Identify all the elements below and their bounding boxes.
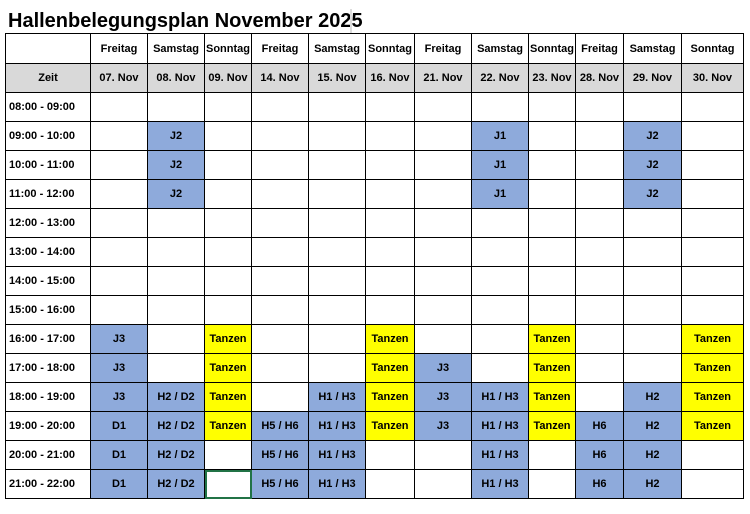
empty-cell[interactable]	[415, 238, 472, 267]
empty-cell[interactable]	[624, 325, 682, 354]
booking-cell[interactable]: Tanzen	[682, 383, 744, 412]
empty-cell[interactable]	[205, 267, 252, 296]
empty-cell[interactable]	[91, 238, 148, 267]
empty-cell[interactable]	[624, 296, 682, 325]
header-weekday[interactable]: Samstag	[624, 34, 682, 64]
empty-cell[interactable]	[309, 93, 366, 122]
booking-cell[interactable]: J1	[472, 122, 529, 151]
empty-cell[interactable]	[205, 122, 252, 151]
booking-cell[interactable]: J3	[91, 325, 148, 354]
booking-cell[interactable]: Tanzen	[529, 412, 576, 441]
empty-cell[interactable]	[148, 238, 205, 267]
empty-cell[interactable]	[309, 238, 366, 267]
empty-cell[interactable]	[682, 180, 744, 209]
empty-cell[interactable]	[205, 180, 252, 209]
booking-cell[interactable]: H2	[624, 383, 682, 412]
empty-cell[interactable]	[309, 209, 366, 238]
booking-cell[interactable]: Tanzen	[366, 383, 415, 412]
table-row	[6, 267, 744, 296]
header-date[interactable]: 23. Nov	[529, 64, 576, 93]
empty-cell[interactable]	[309, 180, 366, 209]
empty-cell[interactable]	[415, 180, 472, 209]
header-weekday[interactable]: Samstag	[309, 34, 366, 64]
empty-cell[interactable]	[91, 267, 148, 296]
booking-cell[interactable]: D1	[91, 412, 148, 441]
booking-cell[interactable]: H5 / H6	[252, 470, 309, 499]
empty-cell[interactable]	[91, 296, 148, 325]
header-date[interactable]: 22. Nov	[472, 64, 529, 93]
empty-cell[interactable]	[148, 354, 205, 383]
header-date[interactable]: 28. Nov	[576, 64, 624, 93]
header-weekday[interactable]: Samstag	[148, 34, 205, 64]
empty-cell[interactable]	[472, 238, 529, 267]
header-row-dates	[6, 64, 744, 93]
empty-cell[interactable]	[682, 470, 744, 499]
header-weekday[interactable]: Freitag	[91, 34, 148, 64]
table-row	[6, 470, 744, 499]
empty-cell[interactable]	[624, 267, 682, 296]
booking-cell[interactable]: H6	[576, 441, 624, 470]
time-slot-cell[interactable]: 10:00 - 11:00	[6, 151, 91, 180]
table-row	[6, 296, 744, 325]
empty-cell[interactable]	[529, 441, 576, 470]
header-date[interactable]: 29. Nov	[624, 64, 682, 93]
booking-cell[interactable]: H2 / D2	[148, 441, 205, 470]
empty-cell[interactable]	[252, 383, 309, 412]
empty-cell[interactable]	[366, 180, 415, 209]
time-slot-cell[interactable]: 12:00 - 13:00	[6, 209, 91, 238]
empty-cell[interactable]	[205, 93, 252, 122]
booking-cell[interactable]: J2	[148, 122, 205, 151]
empty-cell[interactable]	[576, 325, 624, 354]
empty-cell[interactable]	[576, 180, 624, 209]
empty-cell[interactable]	[205, 296, 252, 325]
empty-cell[interactable]	[529, 296, 576, 325]
booking-cell[interactable]: H1 / H3	[472, 470, 529, 499]
empty-cell[interactable]	[415, 441, 472, 470]
booking-cell[interactable]: H5 / H6	[252, 412, 309, 441]
booking-cell[interactable]: H5 / H6	[252, 441, 309, 470]
table-row	[6, 441, 744, 470]
empty-cell[interactable]	[682, 238, 744, 267]
schedule-table	[5, 33, 744, 499]
booking-cell[interactable]: Tanzen	[529, 354, 576, 383]
header-weekday[interactable]: Freitag	[415, 34, 472, 64]
empty-cell[interactable]	[529, 122, 576, 151]
empty-cell[interactable]	[682, 209, 744, 238]
empty-cell[interactable]	[682, 441, 744, 470]
booking-cell[interactable]: J2	[148, 180, 205, 209]
empty-cell[interactable]	[576, 93, 624, 122]
time-slot-cell[interactable]: 14:00 - 15:00	[6, 267, 91, 296]
empty-cell[interactable]	[148, 267, 205, 296]
empty-cell[interactable]	[529, 267, 576, 296]
empty-cell[interactable]	[624, 238, 682, 267]
empty-cell[interactable]	[682, 93, 744, 122]
booking-cell[interactable]: J3	[91, 383, 148, 412]
header-corner-cell[interactable]	[6, 34, 91, 64]
booking-cell[interactable]: H2 / D2	[148, 470, 205, 499]
empty-cell[interactable]	[91, 122, 148, 151]
empty-cell[interactable]	[529, 151, 576, 180]
sheet-title: Hallenbelegungsplan November 2025	[8, 10, 363, 32]
booking-cell[interactable]: Tanzen	[205, 354, 252, 383]
header-weekday[interactable]: Samstag	[472, 34, 529, 64]
empty-cell[interactable]	[252, 354, 309, 383]
empty-cell[interactable]	[309, 122, 366, 151]
empty-cell[interactable]	[252, 122, 309, 151]
table-row	[6, 151, 744, 180]
empty-cell[interactable]	[576, 151, 624, 180]
empty-cell[interactable]	[309, 151, 366, 180]
booking-cell[interactable]: J2	[624, 180, 682, 209]
time-slot-cell[interactable]: 16:00 - 17:00	[6, 325, 91, 354]
booking-cell[interactable]: H2	[624, 412, 682, 441]
table-row	[6, 209, 744, 238]
booking-cell[interactable]: J1	[472, 180, 529, 209]
empty-cell[interactable]	[252, 180, 309, 209]
booking-cell[interactable]: H1 / H3	[472, 441, 529, 470]
empty-cell[interactable]	[415, 325, 472, 354]
empty-cell[interactable]	[309, 296, 366, 325]
booking-cell[interactable]: Tanzen	[366, 325, 415, 354]
booking-cell[interactable]: D1	[91, 441, 148, 470]
empty-cell[interactable]	[415, 122, 472, 151]
empty-cell[interactable]	[205, 238, 252, 267]
header-date[interactable]: 30. Nov	[682, 64, 744, 93]
empty-cell[interactable]	[415, 267, 472, 296]
empty-cell[interactable]	[576, 238, 624, 267]
empty-cell[interactable]	[366, 93, 415, 122]
booking-cell[interactable]: Tanzen	[205, 412, 252, 441]
header-time-label[interactable]: Zeit	[6, 64, 91, 93]
empty-cell[interactable]	[682, 267, 744, 296]
empty-cell[interactable]	[309, 267, 366, 296]
header-weekday[interactable]: Sonntag	[682, 34, 744, 64]
empty-cell[interactable]	[682, 122, 744, 151]
empty-cell[interactable]	[624, 93, 682, 122]
booking-cell[interactable]: Tanzen	[682, 412, 744, 441]
empty-cell[interactable]	[529, 238, 576, 267]
header-weekday[interactable]: Sonntag	[529, 34, 576, 64]
table-row	[6, 93, 744, 122]
empty-cell[interactable]	[205, 151, 252, 180]
header-date[interactable]: 09. Nov	[205, 64, 252, 93]
empty-cell[interactable]	[366, 470, 415, 499]
empty-cell[interactable]	[205, 209, 252, 238]
booking-cell[interactable]: Tanzen	[682, 354, 744, 383]
empty-cell[interactable]	[472, 354, 529, 383]
booking-cell[interactable]: J1	[472, 151, 529, 180]
empty-cell[interactable]	[148, 209, 205, 238]
time-slot-cell[interactable]: 09:00 - 10:00	[6, 122, 91, 151]
booking-cell[interactable]: H1 / H3	[309, 383, 366, 412]
header-weekday[interactable]: Freitag	[252, 34, 309, 64]
empty-cell[interactable]	[252, 325, 309, 354]
booking-cell[interactable]: H1 / H3	[472, 383, 529, 412]
header-weekday[interactable]: Sonntag	[205, 34, 252, 64]
table-row	[6, 383, 744, 412]
booking-cell[interactable]: Tanzen	[366, 354, 415, 383]
empty-cell[interactable]	[91, 151, 148, 180]
empty-cell[interactable]	[529, 93, 576, 122]
booking-cell[interactable]: H2 / D2	[148, 383, 205, 412]
title-row-gridlines	[350, 9, 750, 33]
booking-cell[interactable]: H1 / H3	[309, 470, 366, 499]
booking-cell[interactable]: Tanzen	[682, 325, 744, 354]
empty-cell[interactable]	[576, 383, 624, 412]
empty-cell[interactable]	[252, 267, 309, 296]
empty-cell[interactable]	[91, 209, 148, 238]
table-row	[6, 238, 744, 267]
header-weekday[interactable]: Sonntag	[366, 34, 415, 64]
header-weekday[interactable]: Freitag	[576, 34, 624, 64]
booking-cell[interactable]: H6	[576, 412, 624, 441]
empty-cell[interactable]	[366, 267, 415, 296]
header-date[interactable]: 15. Nov	[309, 64, 366, 93]
empty-cell[interactable]	[472, 296, 529, 325]
empty-cell[interactable]	[366, 238, 415, 267]
table-row	[6, 354, 744, 383]
empty-cell[interactable]	[415, 209, 472, 238]
empty-cell[interactable]	[529, 209, 576, 238]
empty-cell[interactable]	[366, 122, 415, 151]
empty-cell[interactable]	[682, 296, 744, 325]
empty-cell[interactable]	[148, 296, 205, 325]
empty-cell[interactable]	[366, 441, 415, 470]
selected-cell[interactable]	[205, 470, 252, 499]
empty-cell[interactable]	[205, 441, 252, 470]
empty-cell[interactable]	[472, 325, 529, 354]
empty-cell[interactable]	[252, 93, 309, 122]
booking-cell[interactable]: H2	[624, 470, 682, 499]
empty-cell[interactable]	[576, 209, 624, 238]
time-slot-cell[interactable]: 17:00 - 18:00	[6, 354, 91, 383]
time-slot-cell[interactable]: 18:00 - 19:00	[6, 383, 91, 412]
booking-cell[interactable]: D1	[91, 470, 148, 499]
empty-cell[interactable]	[682, 151, 744, 180]
time-slot-cell[interactable]: 20:00 - 21:00	[6, 441, 91, 470]
booking-cell[interactable]: Tanzen	[205, 325, 252, 354]
table-row	[6, 122, 744, 151]
time-slot-cell[interactable]: 19:00 - 20:00	[6, 412, 91, 441]
booking-cell[interactable]: H2 / D2	[148, 412, 205, 441]
time-slot-cell[interactable]: 08:00 - 09:00	[6, 93, 91, 122]
time-slot-cell[interactable]: 21:00 - 22:00	[6, 470, 91, 499]
booking-cell[interactable]: Tanzen	[529, 383, 576, 412]
empty-cell[interactable]	[252, 238, 309, 267]
booking-cell[interactable]: J2	[624, 151, 682, 180]
empty-cell[interactable]	[624, 209, 682, 238]
time-slot-cell[interactable]: 11:00 - 12:00	[6, 180, 91, 209]
empty-cell[interactable]	[415, 296, 472, 325]
empty-cell[interactable]	[415, 93, 472, 122]
booking-cell[interactable]: H1 / H3	[309, 412, 366, 441]
header-date[interactable]: 07. Nov	[91, 64, 148, 93]
empty-cell[interactable]	[309, 325, 366, 354]
booking-cell[interactable]: J2	[148, 151, 205, 180]
booking-cell[interactable]: J3	[415, 383, 472, 412]
table-row	[6, 412, 744, 441]
empty-cell[interactable]	[252, 296, 309, 325]
booking-cell[interactable]: J3	[415, 412, 472, 441]
header-date[interactable]: 21. Nov	[415, 64, 472, 93]
empty-cell[interactable]	[91, 180, 148, 209]
empty-cell[interactable]	[309, 354, 366, 383]
empty-cell[interactable]	[252, 209, 309, 238]
booking-cell[interactable]: H6	[576, 470, 624, 499]
empty-cell[interactable]	[148, 325, 205, 354]
empty-cell[interactable]	[148, 93, 205, 122]
empty-cell[interactable]	[366, 151, 415, 180]
header-date[interactable]: 08. Nov	[148, 64, 205, 93]
empty-cell[interactable]	[415, 151, 472, 180]
booking-cell[interactable]: Tanzen	[205, 383, 252, 412]
time-slot-cell[interactable]: 15:00 - 16:00	[6, 296, 91, 325]
empty-cell[interactable]	[366, 296, 415, 325]
empty-cell[interactable]	[415, 470, 472, 499]
empty-cell[interactable]	[252, 151, 309, 180]
empty-cell[interactable]	[529, 180, 576, 209]
booking-cell[interactable]: J2	[624, 122, 682, 151]
empty-cell[interactable]	[576, 122, 624, 151]
booking-cell[interactable]: J3	[415, 354, 472, 383]
empty-cell[interactable]	[576, 354, 624, 383]
empty-cell[interactable]	[91, 93, 148, 122]
header-date[interactable]: 14. Nov	[252, 64, 309, 93]
empty-cell[interactable]	[624, 354, 682, 383]
table-row	[6, 180, 744, 209]
empty-cell[interactable]	[472, 93, 529, 122]
booking-cell[interactable]: H2	[624, 441, 682, 470]
header-row-weekdays	[6, 34, 744, 64]
empty-cell[interactable]	[576, 296, 624, 325]
empty-cell[interactable]	[472, 267, 529, 296]
booking-cell[interactable]: Tanzen	[529, 325, 576, 354]
booking-cell[interactable]: H1 / H3	[309, 441, 366, 470]
booking-cell[interactable]: H1 / H3	[472, 412, 529, 441]
booking-cell[interactable]: J3	[91, 354, 148, 383]
table-row	[6, 325, 744, 354]
empty-cell[interactable]	[472, 209, 529, 238]
empty-cell[interactable]	[576, 267, 624, 296]
empty-cell[interactable]	[529, 470, 576, 499]
empty-cell[interactable]	[366, 209, 415, 238]
time-slot-cell[interactable]: 13:00 - 14:00	[6, 238, 91, 267]
booking-cell[interactable]: Tanzen	[366, 412, 415, 441]
header-date[interactable]: 16. Nov	[366, 64, 415, 93]
